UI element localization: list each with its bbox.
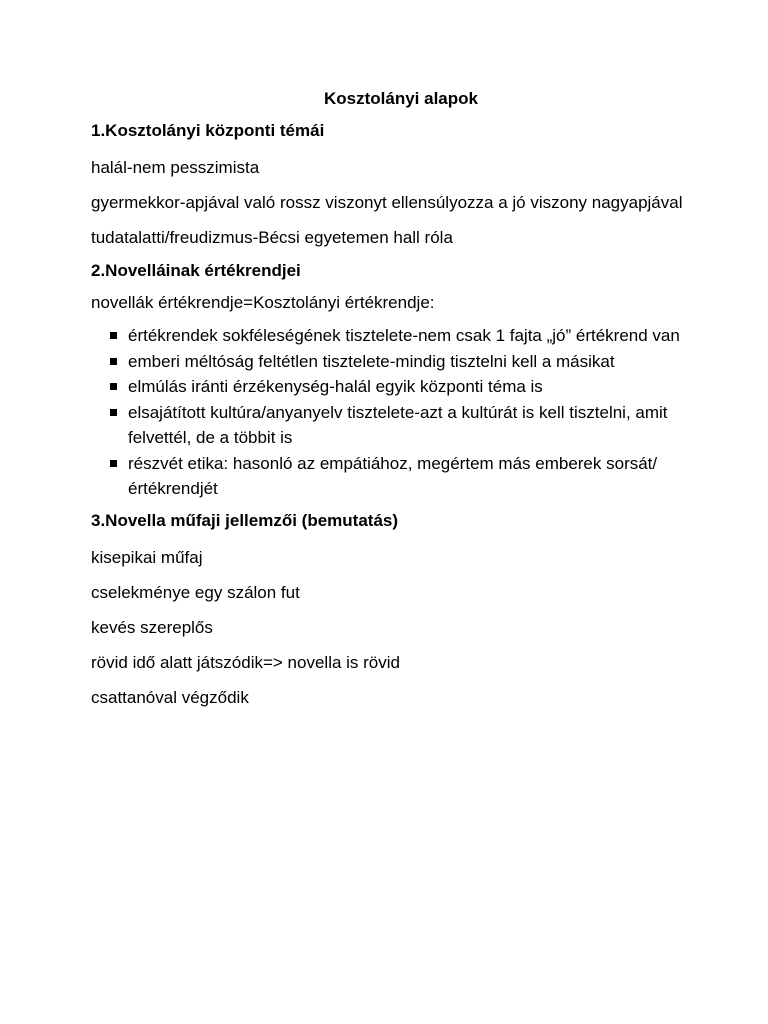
list-item: [91, 349, 691, 375]
document-title: Kosztolányi alapok: [324, 89, 478, 108]
bullet-square-icon: [110, 460, 117, 467]
list-item: [91, 400, 691, 451]
list-item: [91, 374, 691, 400]
section1-paragraph: gyermekkor-apjával való rossz viszonyt ellensúlyozza a jó viszony nagyapjával: [91, 193, 683, 212]
section-heading-1: 1.Kosztolányi központi témái: [91, 121, 325, 140]
list-item-text: elmúlás iránti érzékenység-halál egyik központi téma is: [128, 377, 543, 396]
section3-paragraph: kevés szereplős: [91, 617, 213, 637]
list-item: [91, 451, 691, 502]
list-item-text: részvét etika: hasonló az empátiához, megértem más emberek sorsát/értékrendjét: [128, 453, 658, 498]
bullet-square-icon: [110, 383, 117, 390]
section3-paragraph: rövid idő alatt játszódik=> novella is rövid: [91, 652, 400, 672]
list-item-text: értékrendek sokféleségének tisztelete-nem csak 1 fajta „jó” értékrend van: [128, 326, 680, 345]
list-item-text: emberi méltóság feltétlen tisztelete-mindig tisztelni kell a másikat: [128, 351, 615, 371]
section3-paragraph: cselekménye egy szálon fut: [91, 582, 300, 602]
bullet-square-icon: [110, 332, 117, 339]
section3-paragraph: csattanóval végződik: [91, 687, 249, 707]
section-heading-3: 3.Novella műfaji jellemzői (bemutatás): [91, 510, 399, 530]
list-item: [91, 323, 691, 349]
bullet-square-icon: [110, 358, 117, 365]
section3-paragraph: kisepikai műfaj: [91, 547, 203, 567]
list-item-text: elsajátított kultúra/anyanyelv tisztelete-azt a kultúrát is kell tisztelni, amit felvettél, de a többit is: [128, 402, 668, 447]
section2-intro: novellák értékrendje=Kosztolányi értékrendje:: [91, 293, 435, 312]
section1-paragraph: tudatalatti/freudizmus-Bécsi egyetemen hall róla: [91, 228, 453, 247]
bullet-square-icon: [110, 409, 117, 416]
value-list: [91, 323, 691, 502]
document-page: [91, 88, 691, 720]
section-heading-2: 2.Novelláinak értékrendjei: [91, 261, 301, 280]
section1-paragraph: halál-nem pesszimista: [91, 158, 260, 177]
